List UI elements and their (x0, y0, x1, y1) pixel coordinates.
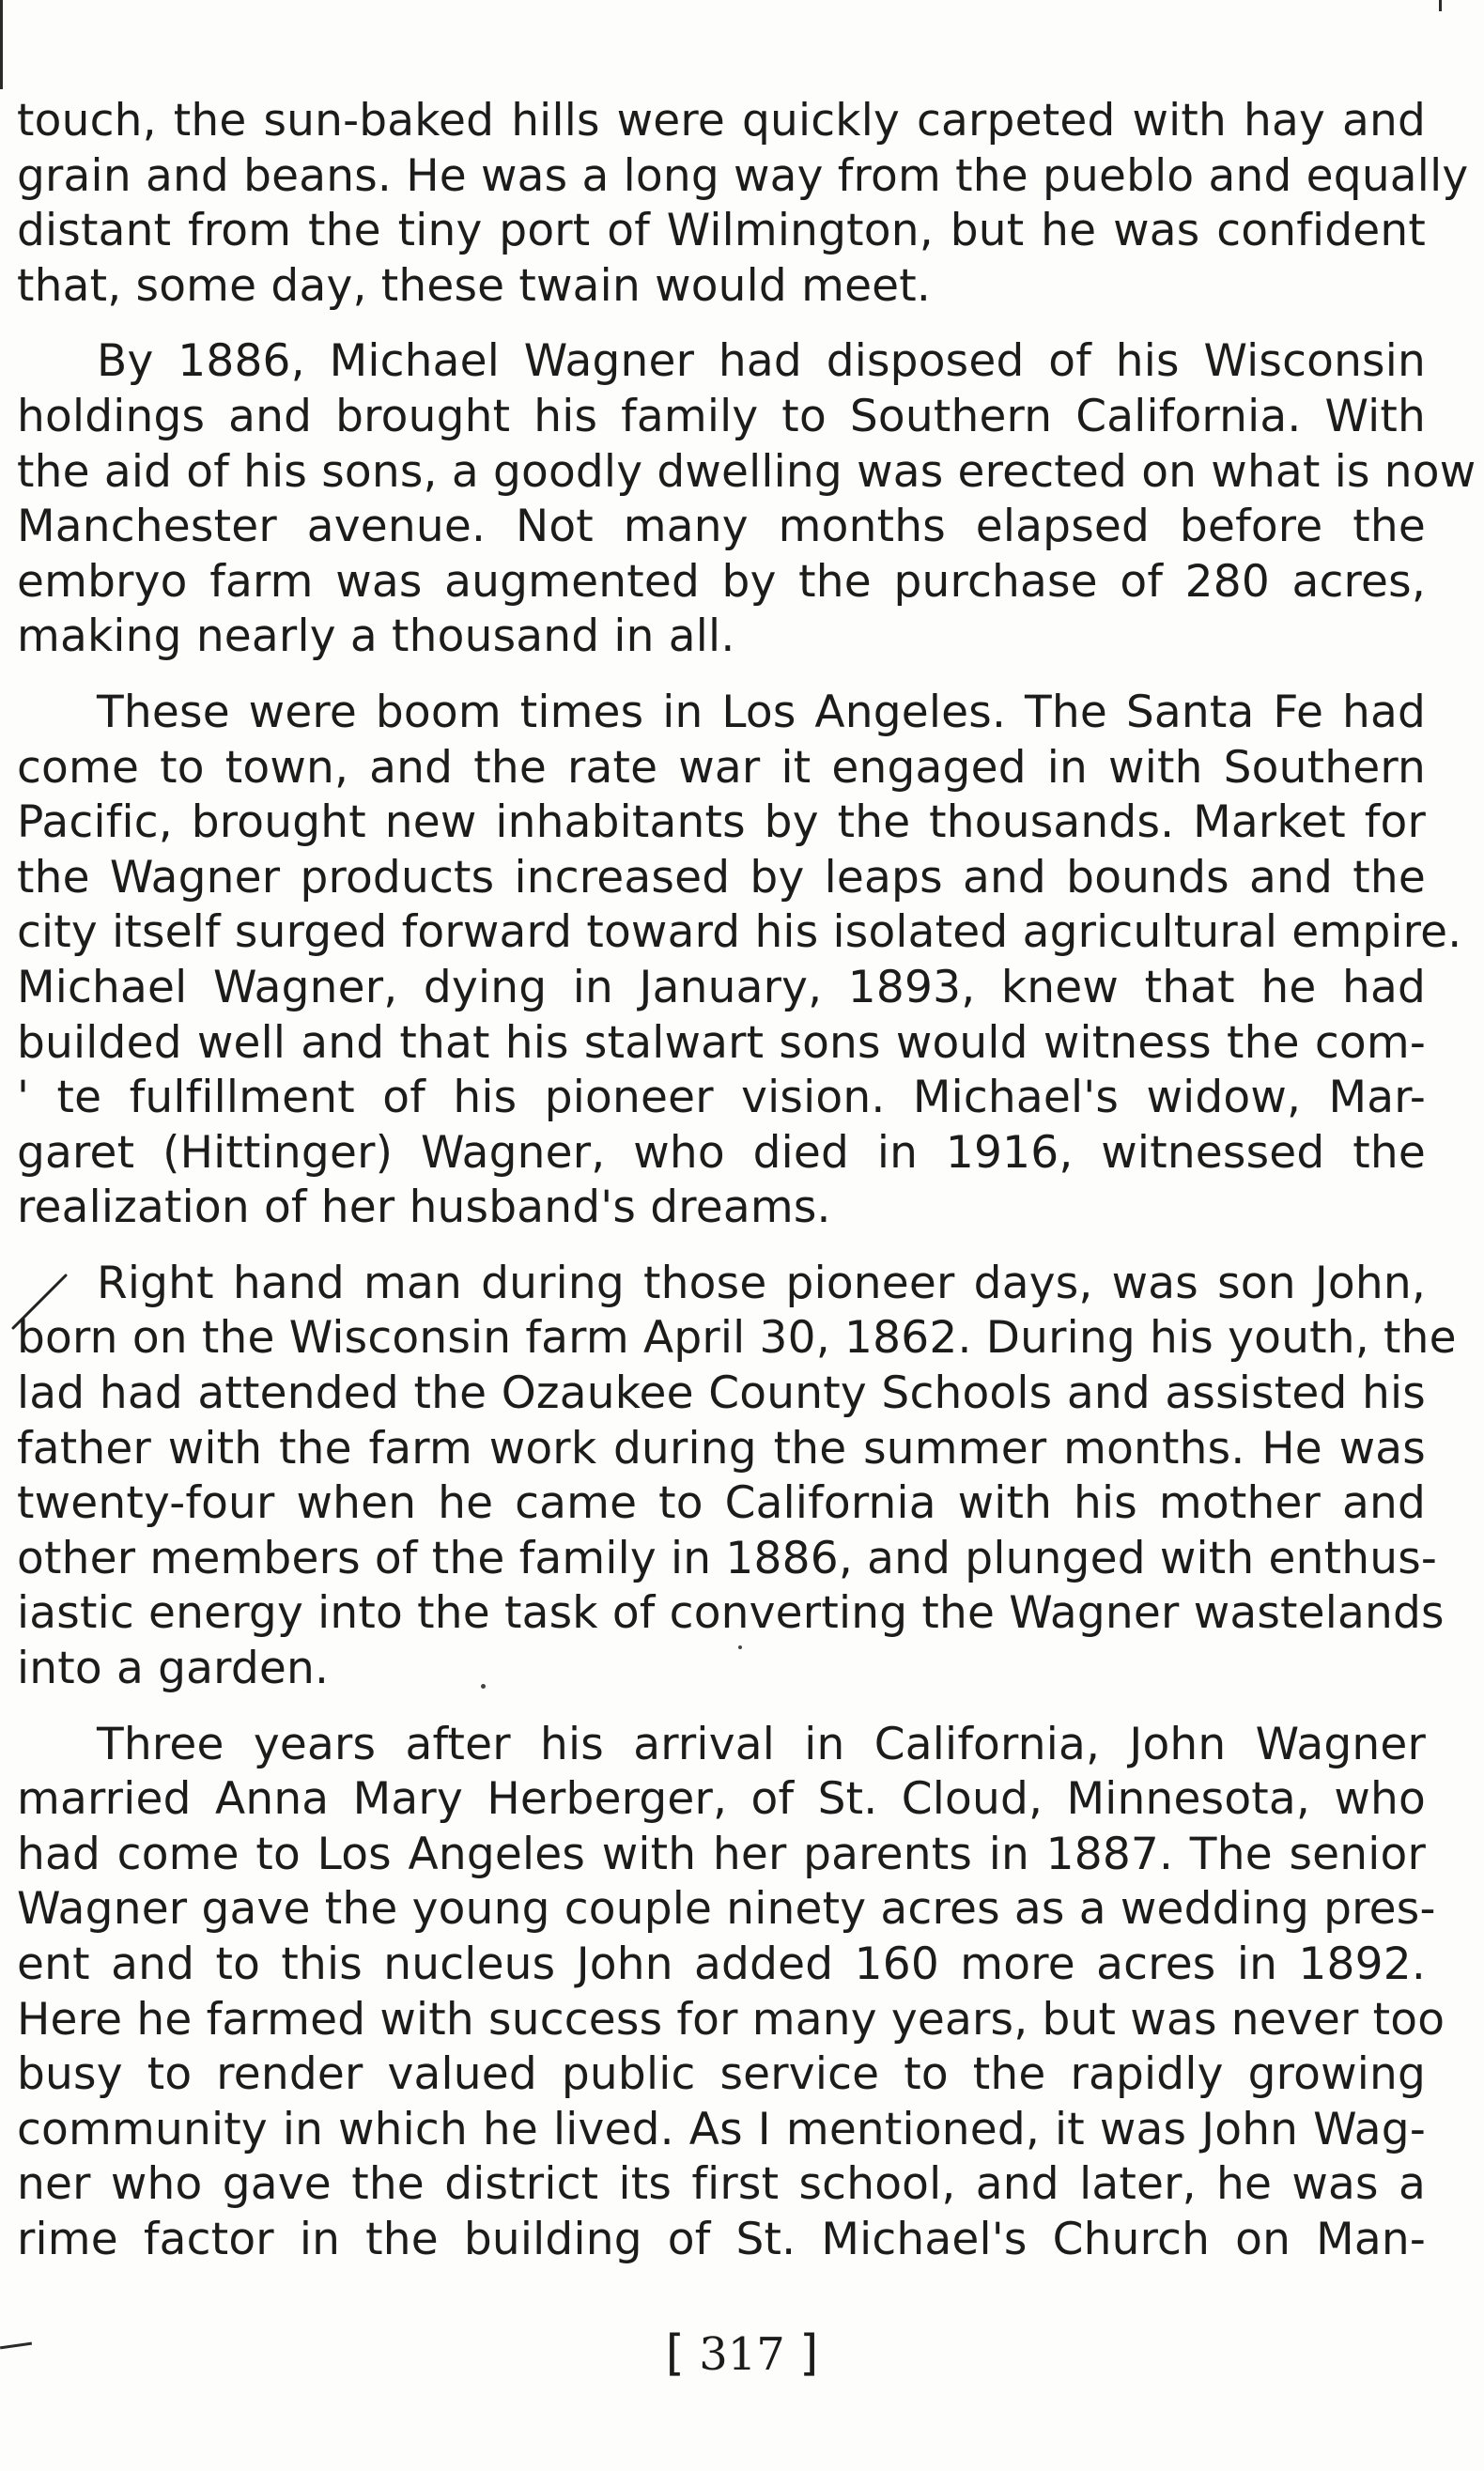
text-line: the aid of his sons, a goodly dwelling was erected on what is now (17, 445, 1476, 498)
text-line: ent and to this nucleus John added 160 more acres in 1892. (17, 1938, 1426, 1990)
text-line: busy to render valued public service to the rapidly growing (17, 2048, 1426, 2101)
text-line: garet (Hittinger) Wagner, who died in 1916, witnessed the (17, 1126, 1426, 1179)
paragraph-4 (17, 1257, 1457, 1697)
binding-edge-mark (0, 0, 3, 89)
text-line: These were boom times in Los Angeles. The Santa Fe had (97, 686, 1426, 738)
text-line: iastic energy into the task of converting the Wagner wastelands (17, 1587, 1445, 1640)
body-text (17, 94, 1476, 2268)
text-line: Three years after his arrival in California, John Wagner (97, 1718, 1426, 1770)
text-line: Wagner gave the young couple ninety acres as a wedding pres- (17, 1883, 1436, 1936)
text-line: embryo farm was augmented by the purchase of 280 acres, (17, 555, 1426, 608)
text-line: twenty-four when he came to California with his mother and (17, 1477, 1426, 1530)
text-line: into a garden. (17, 1643, 330, 1695)
text-line: the Wagner products increased by leaps and bounds and the (17, 851, 1426, 903)
text-line: Manchester avenue. Not many months elapsed before the (17, 501, 1426, 553)
text-line: Right hand man during those pioneer days, was son John, (97, 1257, 1426, 1309)
text-line: By 1886, Michael Wagner had disposed of his Wisconsin (97, 335, 1426, 388)
text-line: Here he farmed with success for many years, but was never too (17, 1993, 1445, 2046)
paragraph-1 (17, 94, 1469, 314)
close-bracket: ] (799, 2325, 819, 2382)
paragraph-2 (17, 334, 1476, 665)
text-line: born on the Wisconsin farm April 30, 1862. During his youth, the (17, 1312, 1457, 1365)
text-line: grain and beans. He was a long way from the pueblo and equally (17, 149, 1469, 202)
corner-tick-mark (1439, 0, 1442, 11)
text-line: lad had attended the Ozaukee County Schools and assisted his (17, 1367, 1426, 1420)
text-line: ' te fulfillment of his pioneer vision. Michael's widow, Mar- (17, 1072, 1426, 1124)
text-line: father with the farm work during the summer months. He was (17, 1422, 1426, 1475)
paragraph-3 (17, 686, 1462, 1236)
text-line: rime factor in the building of St. Michael's Church on Man- (17, 2213, 1426, 2265)
text-line: builded well and that his stalwart sons would witness the com- (17, 1016, 1426, 1069)
text-line: that, some day, these twain would meet. (17, 259, 932, 312)
text-line: Michael Wagner, dying in January, 1893, knew that he had (17, 961, 1426, 1013)
text-line: holdings and brought his family to Southern California. With (17, 390, 1426, 442)
page-number-value: 317 (699, 2328, 785, 2381)
text-line: realization of her husband's dreams. (17, 1181, 831, 1234)
scan-speck (738, 1645, 742, 1649)
text-line: married Anna Mary Herberger, of St. Cloud, Minnesota, who (17, 1773, 1426, 1826)
text-line: touch, the sun-baked hills were quickly carpeted with hay and (17, 95, 1426, 147)
page-number (0, 2325, 1484, 2382)
text-line: city itself surged forward toward his isolated agricultural empire. (17, 906, 1462, 959)
text-line: other members of the family in 1886, and plunged with enthus- (17, 1532, 1438, 1584)
text-line: had come to Los Angeles with her parents in 1887. The senior (17, 1828, 1426, 1880)
paragraph-5 (17, 1718, 1445, 2268)
text-line: making nearly a thousand in all. (17, 610, 735, 663)
open-bracket: [ (665, 2325, 685, 2382)
text-line: Pacific, brought new inhabitants by the thousands. Market for (17, 796, 1426, 849)
scan-speck (481, 1684, 486, 1689)
text-line: community in which he lived. As I mentioned, it was John Wag- (17, 2103, 1426, 2155)
text-line: ner who gave the district its first school, and later, he was a (17, 2158, 1426, 2211)
text-line: come to town, and the rate war it engaged in with Southern (17, 741, 1426, 794)
text-line: distant from the tiny port of Wilmington, but he was confident (17, 205, 1426, 257)
